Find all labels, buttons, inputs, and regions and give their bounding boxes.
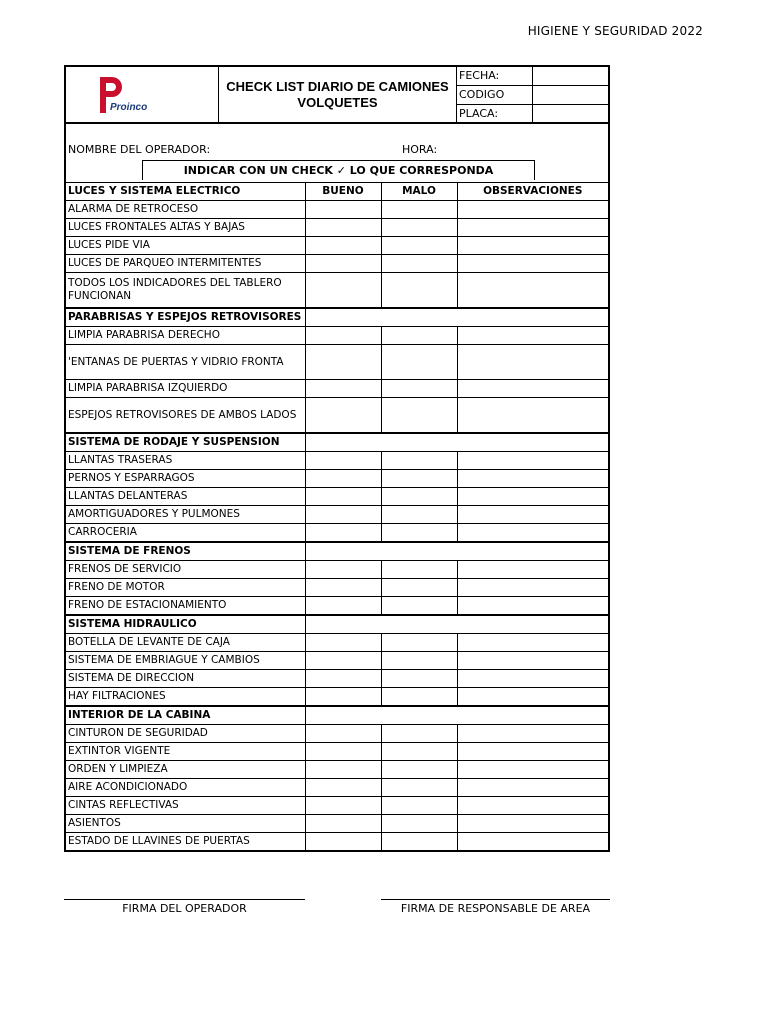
malo-check-cell[interactable] — [381, 579, 457, 597]
table-row — [66, 327, 608, 345]
table-row — [66, 634, 608, 652]
observaciones-cell[interactable] — [457, 688, 608, 707]
section-title: LUCES Y SISTEMA ELECTRICO — [66, 183, 305, 201]
malo-check-cell[interactable] — [381, 470, 457, 488]
table-row — [66, 219, 608, 237]
bueno-check-cell[interactable] — [305, 380, 381, 398]
section-header-row — [66, 308, 608, 327]
observaciones-cell[interactable] — [457, 201, 608, 219]
fecha-label: FECHA: — [457, 67, 533, 85]
bueno-check-cell[interactable] — [305, 561, 381, 579]
observaciones-cell[interactable] — [457, 634, 608, 652]
malo-check-cell[interactable] — [381, 506, 457, 524]
table-row — [66, 597, 608, 616]
observaciones-cell[interactable] — [457, 380, 608, 398]
bueno-check-cell[interactable] — [305, 688, 381, 707]
item-label: LUCES FRONTALES ALTAS Y BAJAS — [66, 219, 305, 237]
section-title: INTERIOR DE LA CABINA — [66, 706, 305, 725]
bueno-check-cell[interactable] — [305, 743, 381, 761]
column-header-observaciones: OBSERVACIONES — [457, 183, 608, 201]
item-label: CARROCERIA — [66, 524, 305, 543]
table-row — [66, 237, 608, 255]
item-label: LUCES DE PARQUEO INTERMITENTES — [66, 255, 305, 273]
malo-check-cell[interactable] — [381, 327, 457, 345]
observaciones-cell[interactable] — [457, 470, 608, 488]
observaciones-cell[interactable] — [457, 506, 608, 524]
section-title-span — [305, 308, 608, 327]
table-row — [66, 452, 608, 470]
table-row — [66, 488, 608, 506]
malo-check-cell[interactable] — [381, 725, 457, 743]
section-header-row — [66, 706, 608, 725]
table-row — [66, 273, 608, 309]
operator-row — [66, 124, 608, 160]
observaciones-cell[interactable] — [457, 597, 608, 616]
operator-signature-line[interactable] — [64, 899, 305, 900]
malo-check-cell[interactable] — [381, 452, 457, 470]
table-row — [66, 779, 608, 797]
section-title: SISTEMA DE RODAJE Y SUSPENSION — [66, 433, 305, 452]
observaciones-cell[interactable] — [457, 327, 608, 345]
malo-check-cell[interactable] — [381, 488, 457, 506]
malo-check-cell[interactable] — [381, 688, 457, 707]
bueno-check-cell[interactable] — [305, 237, 381, 255]
table-row — [66, 201, 608, 219]
codigo-label: CODIGO — [457, 86, 533, 104]
section-title-span — [305, 433, 608, 452]
bueno-check-cell[interactable] — [305, 652, 381, 670]
bueno-check-cell[interactable] — [305, 833, 381, 851]
bueno-check-cell[interactable] — [305, 345, 381, 380]
item-label: FRENOS DE SERVICIO — [66, 561, 305, 579]
table-row — [66, 398, 608, 434]
section-title-span — [305, 615, 608, 634]
bueno-check-cell[interactable] — [305, 201, 381, 219]
malo-check-cell[interactable] — [381, 815, 457, 833]
observaciones-cell[interactable] — [457, 398, 608, 434]
checklist-table — [66, 183, 608, 850]
section-title: SISTEMA DE FRENOS — [66, 542, 305, 561]
bueno-check-cell[interactable] — [305, 452, 381, 470]
checklist-form — [64, 65, 610, 852]
section-title-span — [305, 542, 608, 561]
bueno-check-cell[interactable] — [305, 506, 381, 524]
codigo-row — [457, 86, 608, 105]
observaciones-cell[interactable] — [457, 273, 608, 309]
placa-row — [457, 105, 608, 123]
section-header-row — [66, 615, 608, 634]
bueno-check-cell[interactable] — [305, 634, 381, 652]
observaciones-cell[interactable] — [457, 815, 608, 833]
column-header-malo: MALO — [381, 183, 457, 201]
table-row — [66, 670, 608, 688]
observaciones-cell[interactable] — [457, 255, 608, 273]
item-label: LIMPIA PARABRISA DERECHO — [66, 327, 305, 345]
malo-check-cell[interactable] — [381, 273, 457, 309]
item-label: FRENO DE ESTACIONAMIENTO — [66, 597, 305, 616]
item-label: LLANTAS DELANTERAS — [66, 488, 305, 506]
table-row — [66, 743, 608, 761]
malo-check-cell[interactable] — [381, 743, 457, 761]
malo-check-cell[interactable] — [381, 634, 457, 652]
bueno-check-cell[interactable] — [305, 815, 381, 833]
hora-label: HORA: — [402, 143, 438, 156]
bueno-check-cell[interactable] — [305, 327, 381, 345]
item-label: PERNOS Y ESPARRAGOS — [66, 470, 305, 488]
instruction-row — [66, 160, 608, 183]
table-row — [66, 688, 608, 707]
malo-check-cell[interactable] — [381, 761, 457, 779]
table-row — [66, 652, 608, 670]
observaciones-cell[interactable] — [457, 725, 608, 743]
bueno-check-cell[interactable] — [305, 273, 381, 309]
malo-check-cell[interactable] — [381, 652, 457, 670]
malo-check-cell[interactable] — [381, 345, 457, 380]
observaciones-cell[interactable] — [457, 345, 608, 380]
form-header — [66, 67, 608, 124]
observaciones-cell[interactable] — [457, 488, 608, 506]
observaciones-cell[interactable] — [457, 670, 608, 688]
table-row — [66, 579, 608, 597]
item-label: ESPEJOS RETROVISORES DE AMBOS LADOS — [66, 398, 305, 434]
bueno-check-cell[interactable] — [305, 524, 381, 543]
item-label: ESTADO DE LLAVINES DE PUERTAS — [66, 833, 305, 851]
observaciones-cell[interactable] — [457, 779, 608, 797]
item-label: SISTEMA DE DIRECCION — [66, 670, 305, 688]
bueno-check-cell[interactable] — [305, 597, 381, 616]
column-header-bueno: BUENO — [305, 183, 381, 201]
bueno-check-cell[interactable] — [305, 797, 381, 815]
malo-check-cell[interactable] — [381, 255, 457, 273]
item-label: LIMPIA PARABRISA IZQUIERDO — [66, 380, 305, 398]
bueno-check-cell[interactable] — [305, 670, 381, 688]
table-row — [66, 255, 608, 273]
table-row — [66, 761, 608, 779]
observaciones-cell[interactable] — [457, 452, 608, 470]
bueno-check-cell[interactable] — [305, 725, 381, 743]
table-row — [66, 380, 608, 398]
malo-check-cell[interactable] — [381, 561, 457, 579]
section-header-row — [66, 183, 608, 201]
placa-label: PLACA: — [457, 105, 533, 123]
item-label: CINTAS REFLECTIVAS — [66, 797, 305, 815]
meta-block — [457, 67, 608, 122]
placa-field[interactable] — [533, 105, 608, 123]
item-label: FRENO DE MOTOR — [66, 579, 305, 597]
bueno-check-cell[interactable] — [305, 255, 381, 273]
operator-signature-label: FIRMA DEL OPERADOR — [122, 902, 247, 915]
item-label: SISTEMA DE EMBRIAGUE Y CAMBIOS — [66, 652, 305, 670]
malo-check-cell[interactable] — [381, 398, 457, 434]
form-title: CHECK LIST DIARIO DE CAMIONES VOLQUETES — [219, 67, 457, 122]
observaciones-cell[interactable] — [457, 579, 608, 597]
item-label: EXTINTOR VIGENTE — [66, 743, 305, 761]
logo-cell — [66, 67, 219, 122]
table-row — [66, 833, 608, 851]
observaciones-cell[interactable] — [457, 833, 608, 851]
table-row — [66, 815, 608, 833]
observaciones-cell[interactable] — [457, 652, 608, 670]
section-title: SISTEMA HIDRAULICO — [66, 615, 305, 634]
bueno-check-cell[interactable] — [305, 579, 381, 597]
bueno-check-cell[interactable] — [305, 779, 381, 797]
item-label: TODOS LOS INDICADORES DEL TABLERO FUNCIONAN — [66, 273, 305, 309]
fecha-field[interactable] — [533, 67, 608, 85]
item-label: CINTURON DE SEGURIDAD — [66, 725, 305, 743]
area-signature-label: FIRMA DE RESPONSABLE DE AREA — [400, 902, 591, 915]
item-label: AMORTIGUADORES Y PULMONES — [66, 506, 305, 524]
item-label: BOTELLA DE LEVANTE DE CAJA — [66, 634, 305, 652]
malo-check-cell[interactable] — [381, 833, 457, 851]
observaciones-cell[interactable] — [457, 561, 608, 579]
item-label: ASIENTOS — [66, 815, 305, 833]
malo-check-cell[interactable] — [381, 524, 457, 543]
item-label: AIRE ACONDICIONADO — [66, 779, 305, 797]
item-label: ORDEN Y LIMPIEZA — [66, 761, 305, 779]
section-header-row — [66, 433, 608, 452]
document-header-label: HIGIENE Y SEGURIDAD 2022 — [527, 24, 703, 38]
observaciones-cell[interactable] — [457, 219, 608, 237]
codigo-field[interactable] — [533, 86, 608, 104]
malo-check-cell[interactable] — [381, 797, 457, 815]
malo-check-cell[interactable] — [381, 597, 457, 616]
malo-check-cell[interactable] — [381, 380, 457, 398]
malo-check-cell[interactable] — [381, 670, 457, 688]
observaciones-cell[interactable] — [457, 743, 608, 761]
item-label: 'ENTANAS DE PUERTAS Y VIDRIO FRONTA — [66, 345, 305, 380]
observaciones-cell[interactable] — [457, 761, 608, 779]
table-row — [66, 725, 608, 743]
table-row — [66, 506, 608, 524]
instruction-banner: INDICAR CON UN CHECK ✓ LO QUE CORRESPONDA — [142, 160, 535, 180]
malo-check-cell[interactable] — [381, 779, 457, 797]
observaciones-cell[interactable] — [457, 797, 608, 815]
observaciones-cell[interactable] — [457, 524, 608, 543]
logo-text: Proinco — [110, 102, 148, 113]
section-title: PARABRISAS Y ESPEJOS RETROVISORES — [66, 308, 305, 327]
section-header-row — [66, 542, 608, 561]
observaciones-cell[interactable] — [457, 237, 608, 255]
item-label: LLANTAS TRASERAS — [66, 452, 305, 470]
bueno-check-cell[interactable] — [305, 761, 381, 779]
item-label: LUCES PIDE VIA — [66, 237, 305, 255]
fecha-row — [457, 67, 608, 86]
bueno-check-cell[interactable] — [305, 219, 381, 237]
malo-check-cell[interactable] — [381, 201, 457, 219]
table-row — [66, 561, 608, 579]
operator-name-label: NOMBRE DEL OPERADOR: — [68, 143, 211, 156]
malo-check-cell[interactable] — [381, 219, 457, 237]
table-row — [66, 524, 608, 543]
table-row — [66, 345, 608, 380]
table-row — [66, 797, 608, 815]
area-signature-line[interactable] — [381, 899, 610, 900]
bueno-check-cell[interactable] — [305, 470, 381, 488]
malo-check-cell[interactable] — [381, 237, 457, 255]
bueno-check-cell[interactable] — [305, 398, 381, 434]
section-title-span — [305, 706, 608, 725]
item-label: ALARMA DE RETROCESO — [66, 201, 305, 219]
table-row — [66, 470, 608, 488]
item-label: HAY FILTRACIONES — [66, 688, 305, 707]
bueno-check-cell[interactable] — [305, 488, 381, 506]
